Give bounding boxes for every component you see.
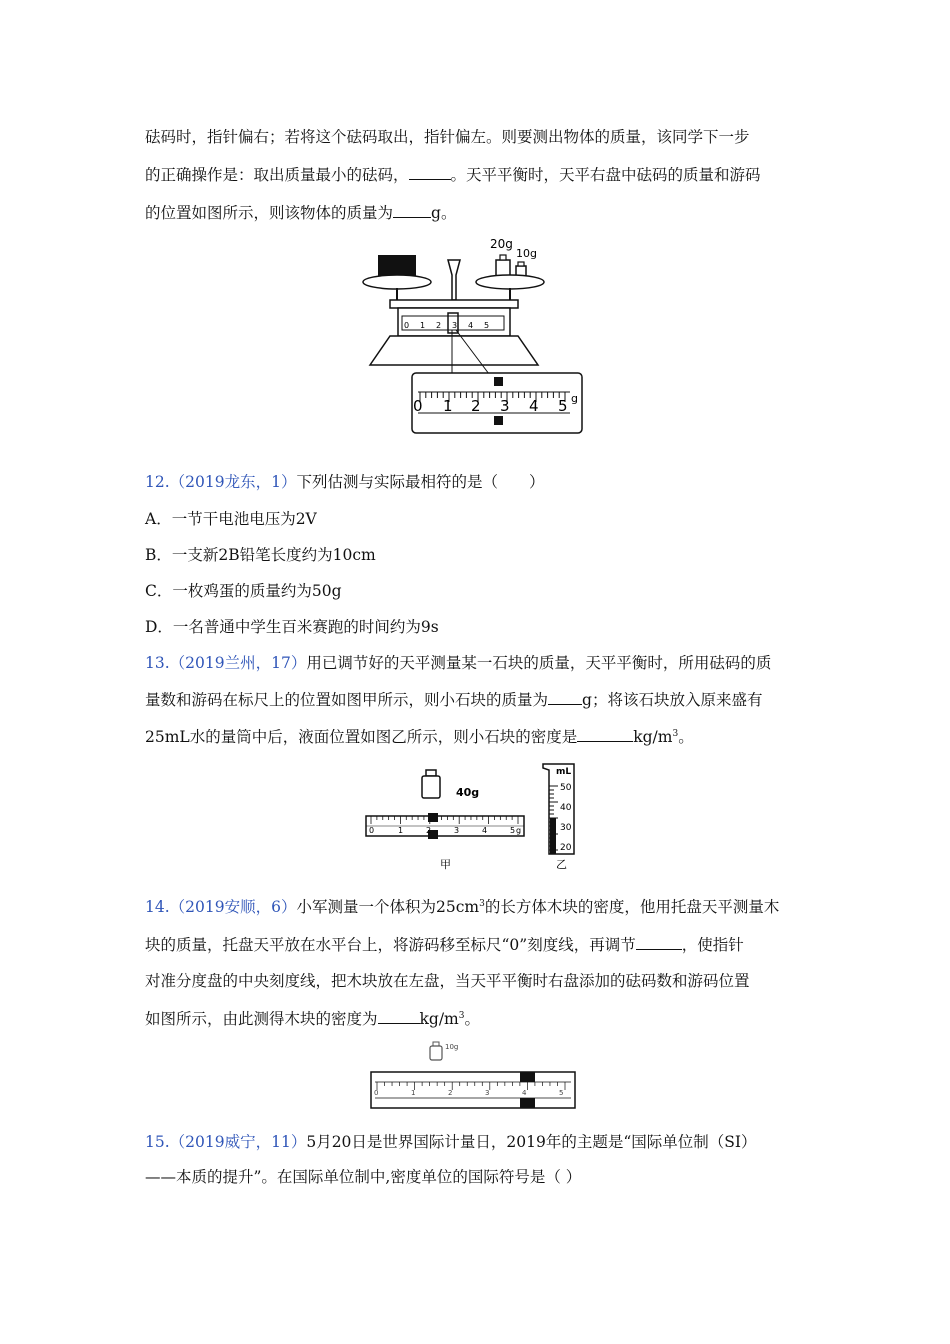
rider-bottom	[494, 416, 503, 425]
svg-text:5: 5	[558, 397, 568, 415]
q12-source: （2019龙东，1）	[169, 473, 297, 491]
left-pan	[363, 275, 431, 289]
q14-source: （2019安顺，6）	[169, 898, 297, 916]
balance-figure	[360, 230, 600, 440]
q14-figure	[365, 1040, 580, 1112]
svg-text:5: 5	[559, 1089, 564, 1097]
svg-text:0: 0	[404, 321, 410, 330]
q13-line-3	[145, 726, 694, 748]
svg-text:40: 40	[560, 803, 572, 813]
q13-answer-blank-2	[577, 727, 633, 742]
q14-weight	[430, 1046, 442, 1060]
q14-line-2a: 块的质量，托盘天平放在水平台上，将游码移至标尺“0”刻度线，再调节	[145, 936, 636, 954]
svg-text:3: 3	[454, 826, 460, 835]
q13-source: （2019兰州，17）	[169, 654, 307, 672]
q14-line-1a: 小军测量一个体积为25cm	[296, 898, 480, 916]
q14-line-1-sup: 3	[479, 898, 485, 909]
q13-line-3a: 25mL水的量筒中后，液面位置如图乙所示，则小石块的密度是	[145, 728, 578, 746]
svg-text:50: 50	[560, 783, 572, 793]
small-scale	[402, 313, 504, 333]
q11-answer-blank-1	[409, 165, 451, 180]
svg-text:1: 1	[411, 1089, 416, 1097]
q11-line-2a: 的正确操作是：取出质量最小的砝码，	[145, 166, 409, 184]
q13-line-3-sup: 3	[672, 728, 679, 739]
q13-line-2	[145, 689, 762, 711]
q14-line-4b: kg/m	[419, 1010, 459, 1028]
q14-answer-blank-1	[636, 935, 682, 950]
pointer-column	[448, 260, 460, 300]
q13-answer-blank-1	[548, 690, 582, 705]
q13-label-jia: 甲	[440, 858, 451, 871]
q12-stem	[145, 471, 544, 493]
q14-rider-bottom	[520, 1098, 535, 1108]
svg-text:g: g	[571, 392, 578, 405]
graduated-cylinder	[543, 764, 574, 854]
balance-base	[370, 336, 538, 365]
q14-line-2b: ，使指针	[681, 936, 744, 954]
q11-line-3b: g。	[431, 204, 457, 222]
q12-option-d: D．一名普通中学生百米赛跑的时间约为9s	[145, 618, 439, 636]
q15-line-2: ——本质的提升”。在国际单位制中,密度单位的国际符号是（ ）	[145, 1168, 582, 1186]
q12-option-c: C．一枚鸡蛋的质量约为50g	[145, 582, 342, 600]
q12-option-a: A．一节干电池电压为2V	[145, 510, 317, 528]
svg-text:0: 0	[369, 826, 375, 835]
weight-10g-label: 10g	[516, 247, 537, 260]
svg-text:2: 2	[426, 826, 432, 835]
weight-20g-label: 20g	[490, 237, 513, 251]
svg-text:2: 2	[471, 397, 481, 415]
q13-figure	[360, 760, 590, 875]
svg-text:4: 4	[468, 321, 474, 330]
svg-text:3: 3	[485, 1089, 490, 1097]
q14-weight-label: 10g	[445, 1043, 459, 1051]
svg-text:0: 0	[413, 397, 423, 415]
q13-line-2b: g；将该石块放入原来盛有	[582, 691, 763, 709]
svg-text:1: 1	[398, 826, 404, 835]
q13-line-3b: kg/m	[633, 728, 673, 746]
svg-text:5: 5	[510, 826, 516, 835]
q13-scale	[366, 813, 524, 839]
q14-scale	[371, 1072, 575, 1108]
svg-text:4: 4	[482, 826, 488, 835]
q15-number: 15.	[145, 1133, 170, 1151]
q14-number: 14.	[145, 898, 170, 916]
magnified-scale	[412, 373, 582, 433]
svg-text:20: 20	[560, 843, 572, 853]
q11-line-1: 砝码时，指针偏右；若将这个砝码取出，指针偏左。则要测出物体的质量，该同学下一步	[145, 128, 750, 146]
q14-line-2	[145, 934, 744, 956]
q15-line-1-text: 5月20日是世界国际计量日，2019年的主题是“国际单位制（SI）	[306, 1133, 757, 1151]
rider-top	[494, 377, 503, 386]
q13-line-2a: 量数和游码在标尺上的位置如图甲所示，则小石块的质量为	[145, 691, 549, 709]
q13-number: 13.	[145, 654, 170, 672]
q12-number: 12.	[145, 473, 170, 491]
q11-line-3a: 的位置如图所示，则该物体的质量为	[145, 204, 394, 222]
q12-text: 下列估测与实际最相符的是（ ）	[296, 473, 545, 491]
beam	[390, 300, 518, 308]
svg-text:2: 2	[436, 321, 442, 330]
q14-line-1b: 的长方体木块的密度，他用托盘天平测量木	[484, 898, 780, 916]
q11-answer-blank-2	[393, 203, 431, 218]
q15-line-1	[145, 1131, 757, 1153]
q13-weight-label: 40g	[456, 786, 480, 799]
svg-text:4: 4	[529, 397, 539, 415]
svg-text:3: 3	[500, 397, 510, 415]
q13-weight	[422, 776, 440, 798]
right-pan	[476, 275, 544, 289]
weight-20g	[496, 260, 510, 276]
q11-line-3	[145, 202, 456, 224]
svg-text:0: 0	[374, 1089, 379, 1097]
q14-line-4a: 如图所示，由此测得木块的密度为	[145, 1010, 378, 1028]
q13-line-1-text: 用已调节好的天平测量某一石块的质量，天平平衡时，所用砝码的质	[306, 654, 772, 672]
q14-line-3: 对准分度盘的中央刻度线，把木块放在左盘，当天平平衡时右盘添加的砝码数和游码位置	[145, 972, 750, 990]
svg-text:g: g	[516, 826, 522, 835]
q13-label-yi: 乙	[556, 858, 567, 871]
svg-text:30: 30	[560, 823, 572, 833]
q13-rider-top	[428, 813, 438, 822]
q14-rider-top	[520, 1072, 535, 1082]
q14-line-4-sup: 3	[458, 1010, 465, 1021]
q14-answer-blank-2	[378, 1009, 420, 1024]
q11-line-2b: 。天平平衡时，天平右盘中砝码的质量和游码	[450, 166, 761, 184]
q15-source: （2019威宁，11）	[169, 1133, 307, 1151]
q13-line-3c: 。	[678, 728, 694, 746]
q14-line-1	[145, 896, 779, 918]
svg-text:5: 5	[484, 321, 490, 330]
q12-option-b: B．一支新2B铅笔长度约为10cm	[145, 546, 376, 564]
q14-line-4	[145, 1008, 480, 1030]
svg-text:3: 3	[452, 321, 458, 330]
svg-text:mL: mL	[556, 767, 572, 777]
q11-line-2	[145, 164, 761, 186]
q14-line-4c: 。	[464, 1010, 480, 1028]
svg-text:4: 4	[522, 1089, 527, 1097]
svg-text:1: 1	[420, 321, 426, 330]
svg-text:1: 1	[443, 397, 453, 415]
q13-line-1	[145, 652, 771, 674]
svg-text:2: 2	[448, 1089, 453, 1097]
